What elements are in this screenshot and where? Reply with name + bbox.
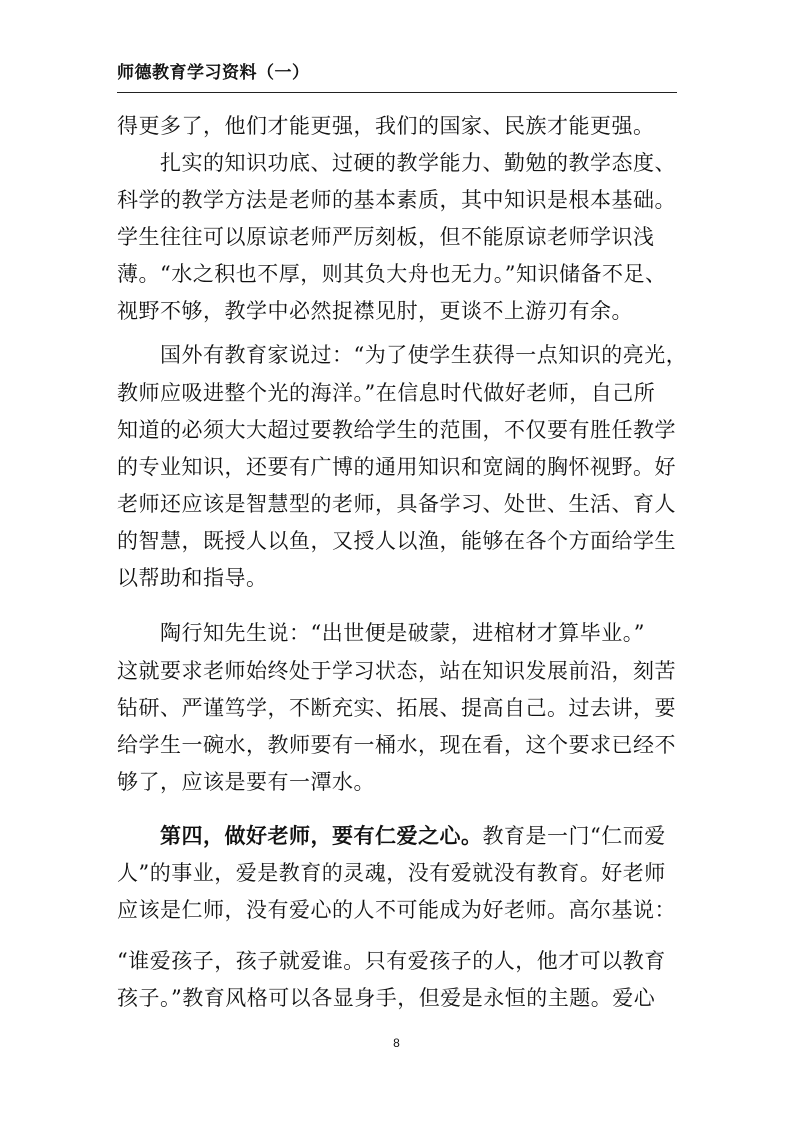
text-line: 老师还应该是智慧型的老师，具备学习、处世、生活、育人 xyxy=(117,492,676,516)
text-line: 以帮助和指导。 xyxy=(117,566,268,590)
text-line: 国外有教育家说过：“为了使学生获得一点知识的亮光， xyxy=(117,343,688,367)
text-line: 钻研、严谨笃学，不断充实、拓展、提高自己。过去讲，要 xyxy=(117,696,676,720)
section-heading-lead: 第四，做好老师，要有仁爱之心。 xyxy=(117,823,483,848)
page-number: 8 xyxy=(393,1036,400,1050)
text-line: 应该是仁师，没有爱心的人不可能成为好老师。高尔基说： xyxy=(117,898,676,922)
text-line: “谁爱孩子，孩子就爱谁。只有爱孩子的人，他才可以教育 xyxy=(117,949,666,973)
text-line: 陶行知先生说：“出世便是破蒙，进棺材才算毕业。” xyxy=(117,621,645,645)
text-line: 教师应吸进整个光的海洋。”在信息时代做好老师，自己所 xyxy=(117,381,656,405)
text-line: 薄。“水之积也不厚，则其负大舟也无力。”知识储备不足、 xyxy=(117,262,667,286)
text-line: 人”的事业，爱是教育的灵魂，没有爱就没有教育。好老师 xyxy=(117,861,666,885)
text-line: 科学的教学方法是老师的基本素质，其中知识是根本基础。 xyxy=(117,188,676,212)
text-line xyxy=(117,820,666,852)
text-line: 这就要求老师始终处于学习状态，站在知识发展前沿，刻苦 xyxy=(117,659,676,683)
text-line: 学生往往可以原谅老师严厉刻板，但不能原谅老师学识浅 xyxy=(117,225,655,249)
text-line: 给学生一碗水，教师要有一桶水，现在看，这个要求已经不 xyxy=(117,733,676,757)
text-line: 孩子。”教育风格可以各显身手，但爱是永恒的主题。爱心 xyxy=(117,986,656,1010)
text-line: 视野不够，教学中必然捉襟见肘，更谈不上游刃有余。 xyxy=(117,299,633,323)
running-header: 师德教育学习资料（一） xyxy=(117,63,310,83)
text-line: 的专业知识，还要有广博的通用知识和宽阔的胸怀视野。好 xyxy=(117,455,676,479)
header-rule xyxy=(117,92,677,93)
text-line: 知道的必须大大超过要教给学生的范围，不仅要有胜任教学 xyxy=(117,418,676,442)
text-line: 够了，应该是要有一潭水。 xyxy=(117,770,375,794)
text-line: 扎实的知识功底、过硬的教学能力、勤勉的教学态度、 xyxy=(117,151,676,175)
text-line: 得更多了，他们才能更强，我们的国家、民族才能更强。 xyxy=(117,114,655,138)
text-line: 的智慧，既授人以鱼，又授人以渔，能够在各个方面给学生 xyxy=(117,529,676,553)
section-heading-rest: 教育是一门“仁而爱 xyxy=(482,824,666,848)
